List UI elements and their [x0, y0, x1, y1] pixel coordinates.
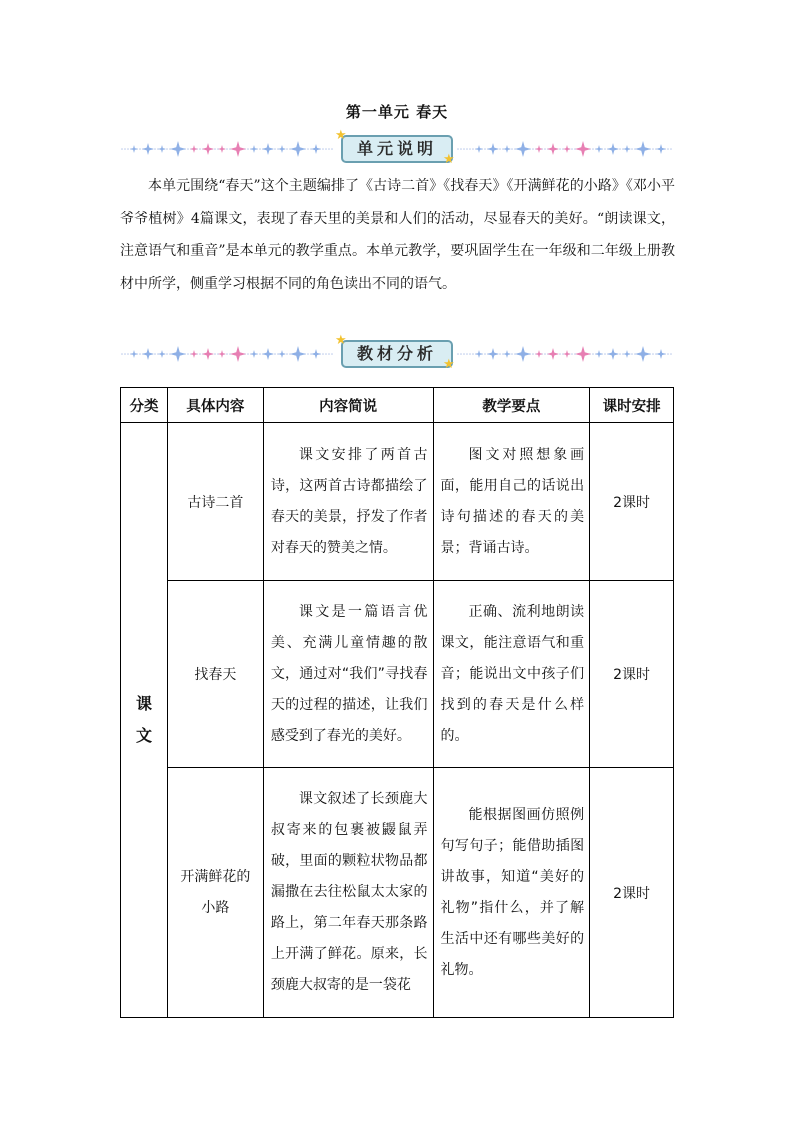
- divider-dot: [652, 353, 654, 355]
- divider-dot: [472, 148, 474, 150]
- divider-dot: [307, 148, 309, 150]
- divider-dot: [460, 353, 462, 355]
- sparkle-icon: [278, 145, 286, 153]
- sparkle-icon: [595, 145, 603, 153]
- divider-dot: [286, 353, 288, 355]
- content-cell: 找春天: [167, 581, 263, 768]
- sparkle-icon: [278, 350, 286, 358]
- divider-dot: [469, 148, 471, 150]
- divider-dot: [472, 353, 474, 355]
- divider-dot: [532, 353, 534, 355]
- sparkle-icon: [130, 350, 138, 358]
- sparkle-icon: [290, 346, 306, 362]
- sparkle-icon: [475, 350, 483, 358]
- divider-dot: [559, 353, 561, 355]
- divider-dot: [559, 148, 561, 150]
- sparkle-icon: [142, 348, 154, 360]
- sparkle-icon: [535, 145, 543, 153]
- divider-dot: [484, 148, 486, 150]
- divider-dot: [214, 353, 216, 355]
- divider-dot: [484, 353, 486, 355]
- divider-dot: [667, 353, 669, 355]
- divider-dot: [463, 148, 465, 150]
- divider-dot: [121, 148, 123, 150]
- unit-intro-paragraph: 本单元围绕“春天”这个主题编排了《古诗二首》《找春天》《开满鲜花的小路》《邓小平爷爷植树》4篇课文，表现了春天里的美景和人们的活动，尽显春天的美好。“朗读课文，注意语气和重音”是本单元的教学重点。本单元教学，要巩固学生在一年级和二年级上册教材中所学，侧重学习根据不同的角色读出不同的语气。: [120, 178, 675, 292]
- sparkle-icon: [190, 350, 198, 358]
- divider-dot: [226, 353, 228, 355]
- table-row: [121, 768, 674, 1018]
- divider-dot: [274, 353, 276, 355]
- divider-dot: [652, 148, 654, 150]
- sparkle-icon: [595, 350, 603, 358]
- hours-cell: 2课时: [590, 581, 674, 768]
- section-badge: 教材分析: [341, 340, 453, 368]
- summary-cell: 课文叙述了长颈鹿大叔寄来的包裹被鼹鼠弄破，里面的颗粒状物品都漏撒在去往松鼠太太家的路上，第二年春天那条路上开满了鲜花。原来，长颈鹿大叔寄的是一袋花: [263, 768, 433, 1018]
- divider-dot: [139, 353, 141, 355]
- star-icon: ★: [443, 152, 455, 167]
- sparkle-icon: [623, 350, 631, 358]
- content-label: 开满鲜花的小路: [180, 868, 251, 916]
- sparkle-icon: [487, 348, 499, 360]
- sparkle-icon: [218, 350, 226, 358]
- divider-dot: [469, 353, 471, 355]
- sparkle-icon: [262, 143, 274, 155]
- sparkle-icon: [623, 145, 631, 153]
- header-summary: 内容简说: [263, 388, 433, 423]
- divider-dot: [259, 353, 261, 355]
- divider-dot: [619, 148, 621, 150]
- sparkle-icon: [656, 144, 666, 154]
- divider-dot: [466, 148, 468, 150]
- content-cell: 古诗二首: [167, 423, 263, 581]
- sparkle-icon: [547, 143, 559, 155]
- divider-dot: [511, 353, 513, 355]
- divider-dot: [511, 148, 513, 150]
- sparkle-icon: [230, 346, 246, 362]
- divider-dot: [328, 148, 330, 150]
- sparkle-icon: [503, 145, 511, 153]
- divider-dot: [460, 148, 462, 150]
- divider-dot: [331, 353, 333, 355]
- divider-dot: [499, 148, 501, 150]
- divider-dot: [199, 148, 201, 150]
- divider-dot: [544, 148, 546, 150]
- hours-cell: 2课时: [590, 423, 674, 581]
- sparkle-icon: [170, 141, 186, 157]
- sparkle-icon: [563, 350, 571, 358]
- divider-dot: [592, 148, 594, 150]
- sparkle-icon: [262, 348, 274, 360]
- section-badge: 单元说明: [341, 135, 453, 163]
- table-header-row: [121, 388, 674, 423]
- header-content: 具体内容: [167, 388, 263, 423]
- sparkle-icon: [250, 350, 258, 358]
- sparkle-icon: [158, 145, 166, 153]
- divider-dot: [274, 148, 276, 150]
- divider-dot: [457, 148, 459, 150]
- star-icon: ★: [443, 357, 455, 372]
- divider-dot: [307, 353, 309, 355]
- table-row: [121, 581, 674, 768]
- points-cell: 正确、流利地朗读课文，能注意语气和重音；能说出文中孩子们找到的春天是什么样的。: [433, 581, 590, 768]
- sparkle-icon: [503, 350, 511, 358]
- section-banner-unit-description: [120, 128, 675, 167]
- sparkle-icon: [311, 144, 321, 154]
- sparkle-icon: [515, 141, 531, 157]
- divider-dot: [604, 148, 606, 150]
- sparkle-icon: [535, 350, 543, 358]
- divider-dot: [667, 148, 669, 150]
- divider-dot: [331, 148, 333, 150]
- sparkle-icon: [158, 350, 166, 358]
- divider-dot: [631, 353, 633, 355]
- header-teaching-points: 教学要点: [433, 388, 590, 423]
- sparkle-icon: [563, 145, 571, 153]
- star-icon: ★: [335, 333, 347, 348]
- category-cell: [121, 423, 168, 1018]
- divider-dot: [631, 148, 633, 150]
- sparkle-icon: [487, 143, 499, 155]
- material-analysis-table: [120, 387, 674, 1018]
- divider-dot: [247, 353, 249, 355]
- sparkle-icon: [170, 346, 186, 362]
- sparkle-icon: [218, 145, 226, 153]
- divider-dot: [670, 353, 672, 355]
- divider-dot: [187, 353, 189, 355]
- divider-dot: [214, 148, 216, 150]
- divider-dot: [226, 148, 228, 150]
- summary-cell: 课文是一篇语言优美、充满儿童情趣的散文，通过对“我们”寻找春天的过程的描述，让我们感受到了春光的美好。: [263, 581, 433, 768]
- divider-dot: [670, 148, 672, 150]
- star-icon: ★: [335, 128, 347, 143]
- content-cell: [167, 768, 263, 1018]
- divider-dot: [127, 353, 129, 355]
- sparkle-icon: [190, 145, 198, 153]
- header-category: 分类: [121, 388, 168, 423]
- sparkle-icon: [142, 143, 154, 155]
- points-cell: 能根据图画仿照例句写句子；能借助插图讲故事，知道“美好的礼物”指什么，并了解生活中还有哪些美好的礼物。: [433, 768, 590, 1018]
- divider-dot: [322, 148, 324, 150]
- sparkle-icon: [515, 346, 531, 362]
- divider-dot: [325, 353, 327, 355]
- sparkle-icon: [656, 349, 666, 359]
- sparkle-icon: [547, 348, 559, 360]
- sparkle-icon: [202, 348, 214, 360]
- divider-dot: [286, 148, 288, 150]
- divider-dot: [466, 353, 468, 355]
- divider-dot: [499, 353, 501, 355]
- divider-dot: [571, 353, 573, 355]
- divider-dot: [259, 148, 261, 150]
- divider-dot: [124, 353, 126, 355]
- divider-dot: [247, 148, 249, 150]
- divider-dot: [619, 353, 621, 355]
- divider-dot: [325, 148, 327, 150]
- divider-dot: [592, 353, 594, 355]
- sparkle-icon: [607, 143, 619, 155]
- page-title: 第一单元 春天: [345, 103, 449, 121]
- summary-cell: 课文安排了两首古诗，这两首古诗都描绘了春天的美景，抒发了作者对春天的赞美之情。: [263, 423, 433, 581]
- section-banner-material-analysis: [120, 333, 675, 372]
- divider-dot: [124, 148, 126, 150]
- sparkle-icon: [575, 346, 591, 362]
- divider-dot: [166, 353, 168, 355]
- divider-dot: [328, 353, 330, 355]
- sparkle-icon: [475, 145, 483, 153]
- divider-dot: [463, 353, 465, 355]
- divider-dot: [121, 353, 123, 355]
- divider-dot: [199, 353, 201, 355]
- divider-dot: [532, 148, 534, 150]
- sparkle-icon: [290, 141, 306, 157]
- divider-dot: [457, 353, 459, 355]
- sparkle-icon: [202, 143, 214, 155]
- sparkle-icon: [130, 145, 138, 153]
- sparkle-icon: [250, 145, 258, 153]
- sparkle-icon: [230, 141, 246, 157]
- divider-dot: [571, 148, 573, 150]
- sparkle-icon: [635, 346, 651, 362]
- divider-dot: [322, 353, 324, 355]
- category-label: 课文: [135, 694, 152, 745]
- sparkle-icon: [635, 141, 651, 157]
- sparkle-icon: [607, 348, 619, 360]
- points-cell: 图文对照想象画面，能用自己的话说出诗句描述的春天的美景；背诵古诗。: [433, 423, 590, 581]
- divider-dot: [154, 148, 156, 150]
- divider-dot: [544, 353, 546, 355]
- hours-cell: 2课时: [590, 768, 674, 1018]
- sparkle-icon: [311, 349, 321, 359]
- table-row: [121, 423, 674, 581]
- header-class-hours: 课时安排: [590, 388, 674, 423]
- divider-dot: [127, 148, 129, 150]
- divider-dot: [139, 148, 141, 150]
- divider-dot: [187, 148, 189, 150]
- sparkle-icon: [575, 141, 591, 157]
- divider-dot: [604, 353, 606, 355]
- divider-dot: [154, 353, 156, 355]
- divider-dot: [166, 148, 168, 150]
